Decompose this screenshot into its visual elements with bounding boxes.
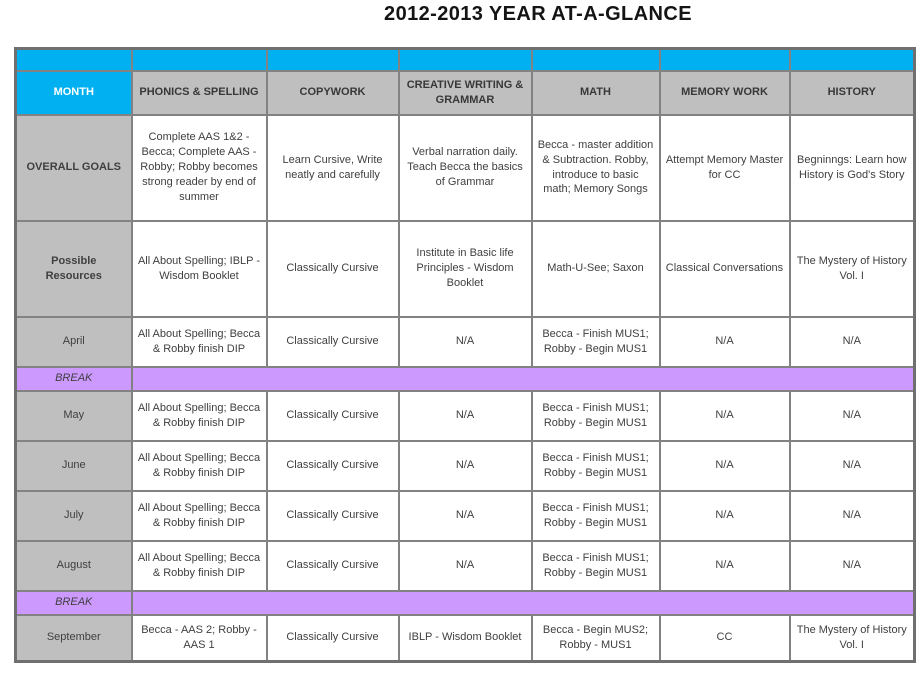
cell: The Mystery of History Vol. I bbox=[790, 615, 915, 662]
column-header-creative-writing: CREATIVE WRITING & GRAMMAR bbox=[399, 71, 532, 115]
cell: N/A bbox=[399, 317, 532, 367]
row-label: August bbox=[16, 541, 132, 591]
table-row-may bbox=[16, 391, 915, 441]
header-accent-cell bbox=[399, 49, 532, 71]
row-label: OVERALL GOALS bbox=[16, 115, 132, 221]
cell: Becca - Begin MUS2; Robby - MUS1 bbox=[532, 615, 660, 662]
year-at-a-glance-table bbox=[14, 47, 916, 663]
cell: N/A bbox=[790, 441, 915, 491]
cell: The Mystery of History Vol. I bbox=[790, 221, 915, 317]
cell: Classically Cursive bbox=[267, 441, 399, 491]
column-header-phonics: PHONICS & SPELLING bbox=[132, 71, 267, 115]
cell: Classically Cursive bbox=[267, 491, 399, 541]
table-row-overall-goals bbox=[16, 115, 915, 221]
cell: CC bbox=[660, 615, 790, 662]
row-label: September bbox=[16, 615, 132, 662]
header-accent-cell bbox=[132, 49, 267, 71]
cell: Becca - Finish MUS1; Robby - Begin MUS1 bbox=[532, 541, 660, 591]
cell: Becca - AAS 2; Robby - AAS 1 bbox=[132, 615, 267, 662]
cell: N/A bbox=[660, 391, 790, 441]
cell: All About Spelling; Becca & Robby finish DIP bbox=[132, 391, 267, 441]
column-header-memory-work: MEMORY WORK bbox=[660, 71, 790, 115]
column-header-copywork: COPYWORK bbox=[267, 71, 399, 115]
cell: N/A bbox=[790, 317, 915, 367]
cell: All About Spelling; Becca & Robby finish DIP bbox=[132, 491, 267, 541]
table-row-september bbox=[16, 615, 915, 662]
header-accent-cell bbox=[16, 49, 132, 71]
page-title: 2012-2013 YEAR AT-A-GLANCE bbox=[384, 3, 692, 25]
table-row-august bbox=[16, 541, 915, 591]
table-row-possible-resources bbox=[16, 221, 915, 317]
cell: N/A bbox=[399, 441, 532, 491]
column-header-math: MATH bbox=[532, 71, 660, 115]
header-accent-cell bbox=[790, 49, 915, 71]
cell: N/A bbox=[399, 391, 532, 441]
cell: Becca - Finish MUS1; Robby - Begin MUS1 bbox=[532, 491, 660, 541]
cell: IBLP - Wisdom Booklet bbox=[399, 615, 532, 662]
cell: Math-U-See; Saxon bbox=[532, 221, 660, 317]
cell: All About Spelling; Becca & Robby finish DIP bbox=[132, 541, 267, 591]
cell: N/A bbox=[660, 491, 790, 541]
cell: Verbal narration daily. Teach Becca the basics of Grammar bbox=[399, 115, 532, 221]
cell: N/A bbox=[399, 491, 532, 541]
cell: Becca - Finish MUS1; Robby - Begin MUS1 bbox=[532, 391, 660, 441]
cell: All About Spelling; Becca & Robby finish DIP bbox=[132, 441, 267, 491]
row-label: Possible Resources bbox=[16, 221, 132, 317]
cell: Classically Cursive bbox=[267, 221, 399, 317]
table-row-june bbox=[16, 441, 915, 491]
cell: Becca - Finish MUS1; Robby - Begin MUS1 bbox=[532, 317, 660, 367]
row-label: May bbox=[16, 391, 132, 441]
break-span-cell bbox=[132, 367, 915, 391]
row-label: June bbox=[16, 441, 132, 491]
header-accent-row bbox=[16, 49, 915, 71]
cell: Classically Cursive bbox=[267, 317, 399, 367]
cell: N/A bbox=[790, 391, 915, 441]
row-label: April bbox=[16, 317, 132, 367]
cell: Attempt Memory Master for CC bbox=[660, 115, 790, 221]
cell: N/A bbox=[660, 541, 790, 591]
cell: Complete AAS 1&2 - Becca; Complete AAS - Robby; Robby becomes strong reader by end of summer bbox=[132, 115, 267, 221]
cell: Classically Cursive bbox=[267, 391, 399, 441]
cell: Becca - Finish MUS1; Robby - Begin MUS1 bbox=[532, 441, 660, 491]
column-header-month: MONTH bbox=[16, 71, 132, 115]
header-accent-cell bbox=[267, 49, 399, 71]
cell: N/A bbox=[660, 317, 790, 367]
table-row-april bbox=[16, 317, 915, 367]
break-span-cell bbox=[132, 591, 915, 615]
table-row-july bbox=[16, 491, 915, 541]
cell: Learn Cursive, Write neatly and carefully bbox=[267, 115, 399, 221]
cell: Classical Conversations bbox=[660, 221, 790, 317]
cell: Institute in Basic life Principles - Wisdom Booklet bbox=[399, 221, 532, 317]
break-row bbox=[16, 367, 915, 391]
cell: N/A bbox=[399, 541, 532, 591]
row-label: July bbox=[16, 491, 132, 541]
header-accent-cell bbox=[532, 49, 660, 71]
cell: Classically Cursive bbox=[267, 615, 399, 662]
cell: All About Spelling; Becca & Robby finish DIP bbox=[132, 317, 267, 367]
column-header-row bbox=[16, 71, 915, 115]
break-label: BREAK bbox=[16, 367, 132, 391]
cell: Classically Cursive bbox=[267, 541, 399, 591]
break-label: BREAK bbox=[16, 591, 132, 615]
cell: Becca - master addition & Subtraction. Robby, introduce to basic math; Memory Songs bbox=[532, 115, 660, 221]
break-row bbox=[16, 591, 915, 615]
header-accent-cell bbox=[660, 49, 790, 71]
cell: N/A bbox=[790, 491, 915, 541]
cell: All About Spelling; IBLP - Wisdom Booklet bbox=[132, 221, 267, 317]
cell: Begninngs: Learn how History is God's Story bbox=[790, 115, 915, 221]
cell: N/A bbox=[660, 441, 790, 491]
column-header-history: HISTORY bbox=[790, 71, 915, 115]
cell: N/A bbox=[790, 541, 915, 591]
